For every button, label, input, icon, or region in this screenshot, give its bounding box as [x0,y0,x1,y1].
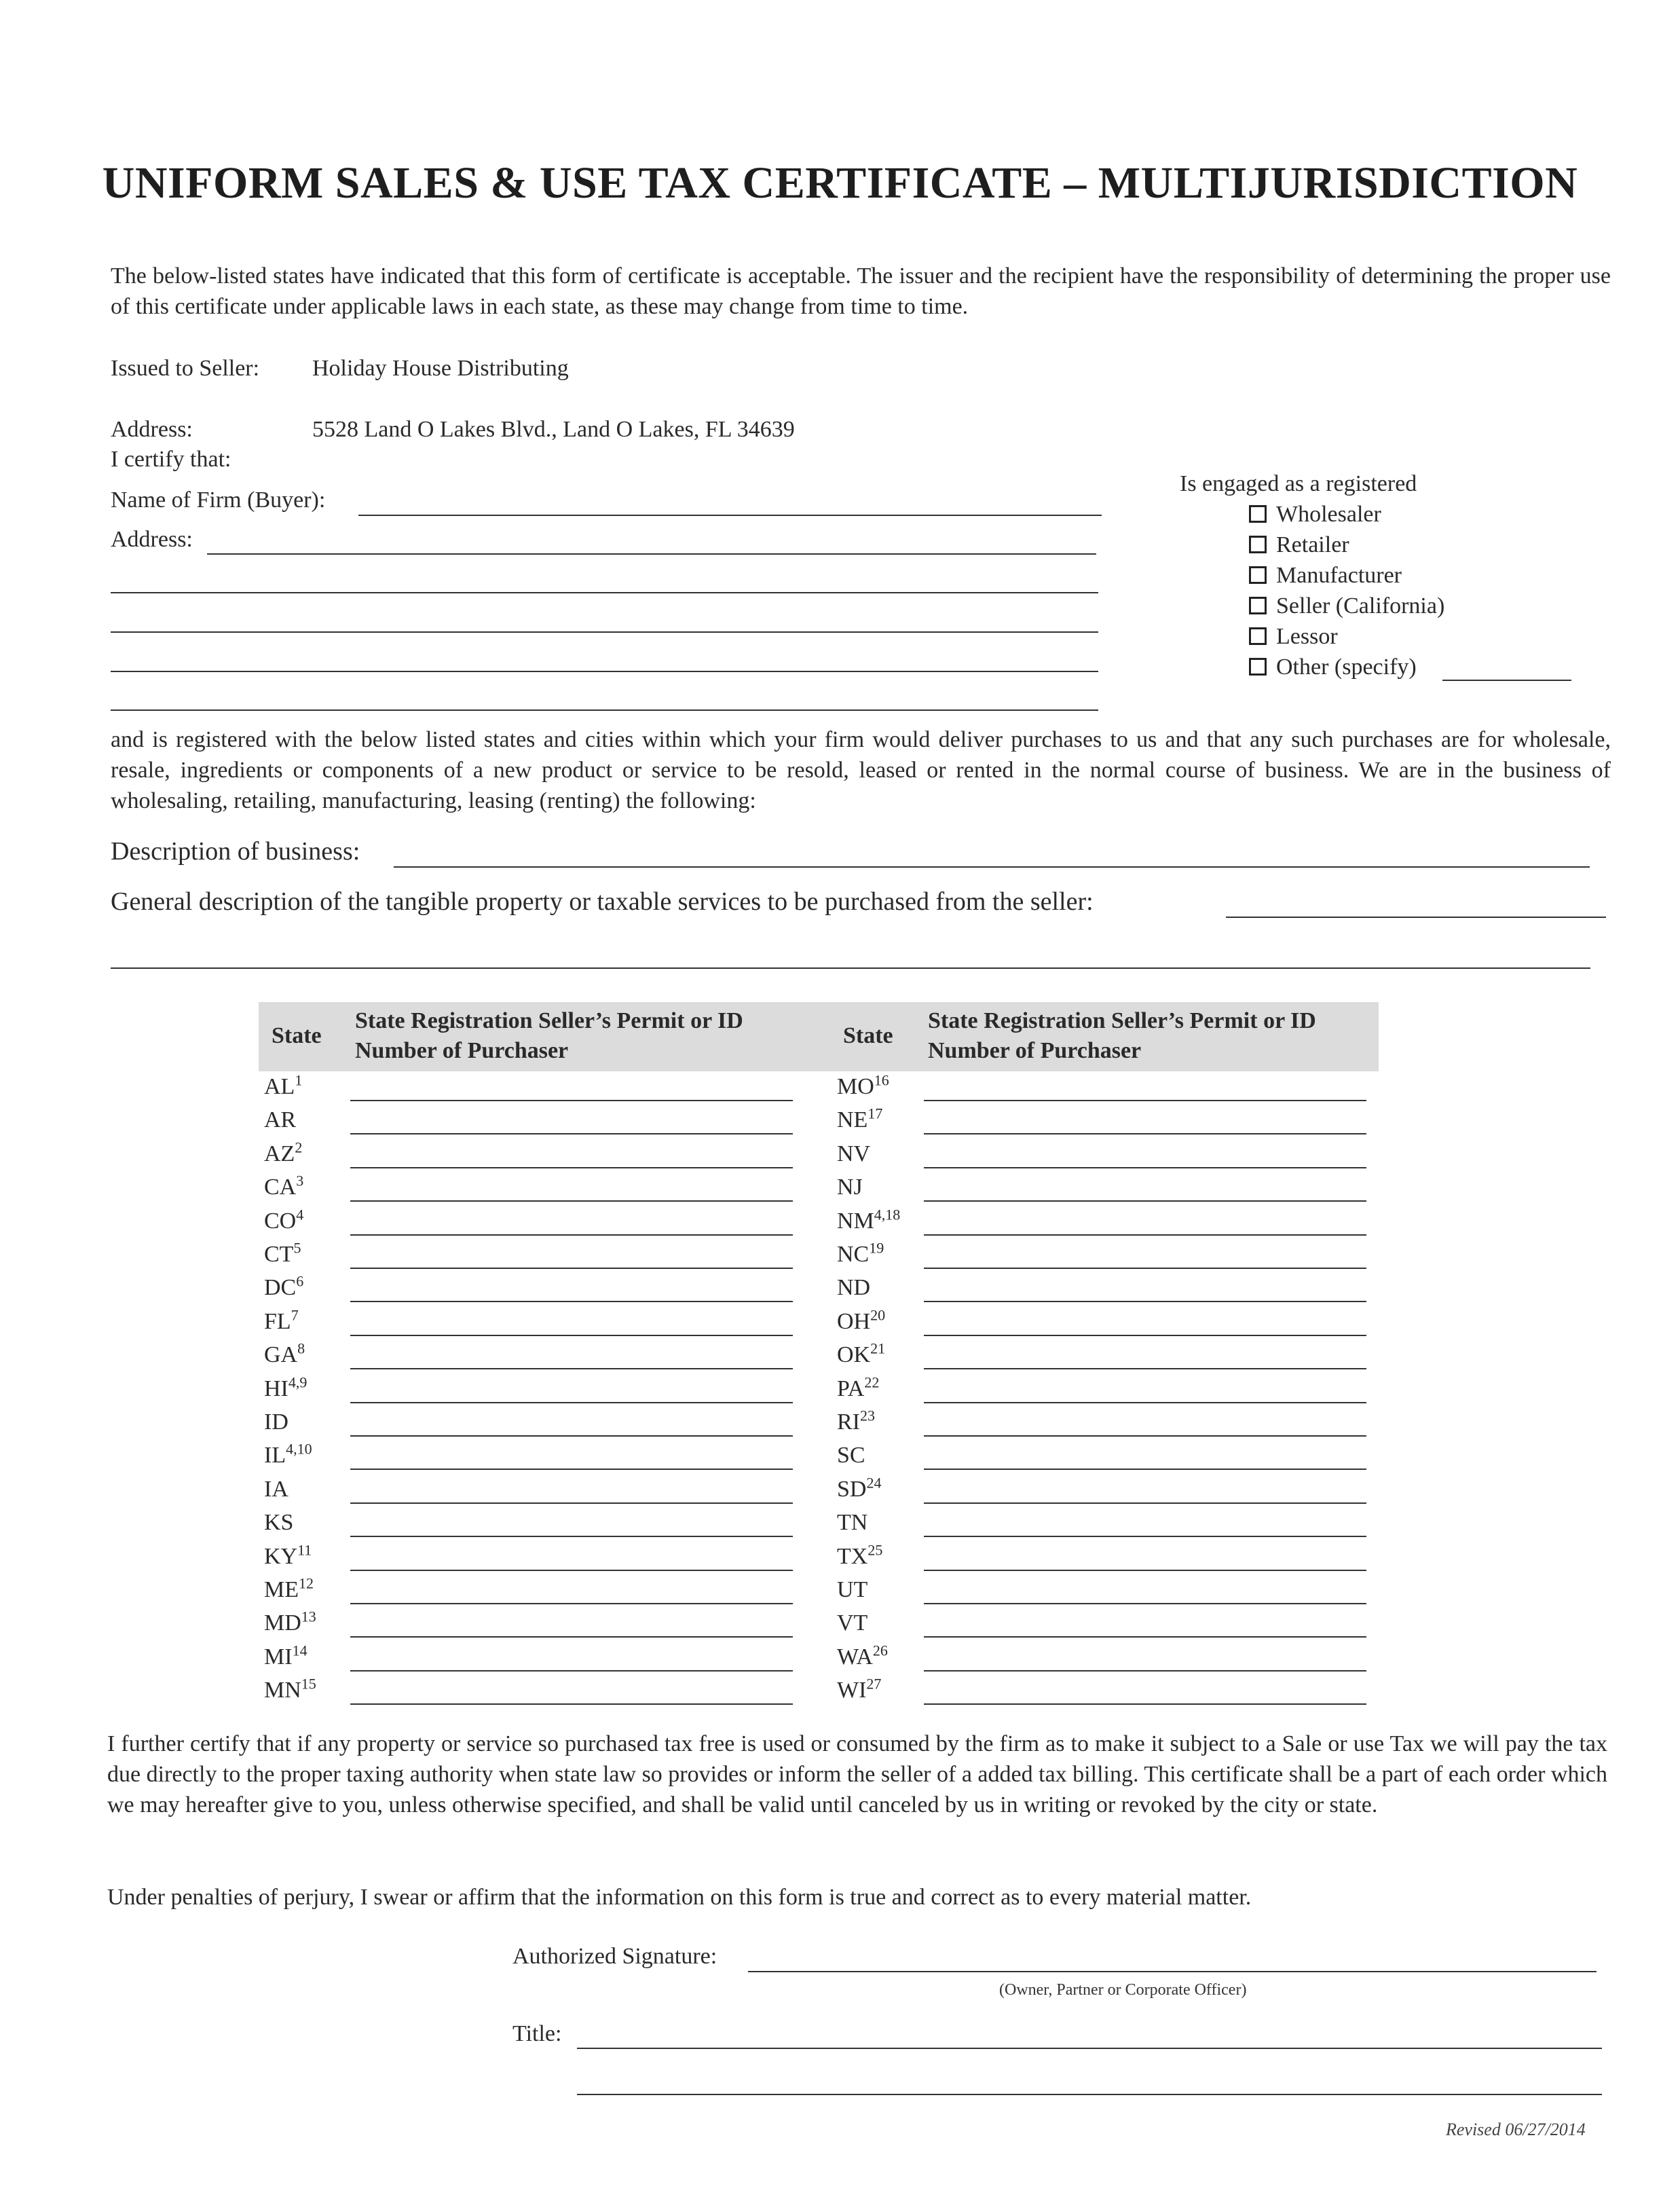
state-code-text: NC [837,1242,870,1267]
state-id-input-il[interactable] [350,1469,793,1470]
state-id-input-ky[interactable] [350,1570,793,1571]
state-code-ga [264,1342,305,1368]
state-id-input-dc[interactable] [350,1301,793,1302]
state-code-text: MI [264,1644,293,1669]
state-id-input-ca[interactable] [350,1200,793,1202]
buyer-address-input-5[interactable] [111,709,1098,711]
state-code-text: UT [837,1577,868,1602]
state-id-input-sd[interactable] [924,1502,1366,1504]
state-code-ok [837,1342,885,1368]
title-input-1[interactable] [577,2048,1602,2049]
state-id-input-fl[interactable] [350,1335,793,1336]
state-id-input-ct[interactable] [350,1268,793,1269]
option-manufacturer[interactable] [1249,563,1402,589]
reg-header-right-1: State Registration Seller’s Permit or ID [928,1008,1316,1033]
state-footnote: 23 [860,1407,875,1424]
state-code-text: HI [264,1376,288,1401]
option-seller-california[interactable] [1249,593,1444,619]
signature-input[interactable] [748,1971,1597,1972]
option-other[interactable] [1249,654,1417,680]
engaged-heading: Is engaged as a registered [1180,471,1417,496]
option-retailer-label: Retailer [1276,532,1349,557]
state-code-ne [837,1107,882,1133]
state-id-input-nd[interactable] [924,1301,1366,1302]
reg-header-right-2: Number of Purchaser [928,1038,1142,1063]
state-footnote: 7 [291,1306,299,1324]
state-code-text: MN [264,1678,301,1703]
state-code-text: GA [264,1342,298,1367]
state-code-pa [837,1373,880,1402]
state-footnote: 19 [869,1239,884,1257]
state-code-text: DC [264,1275,297,1300]
state-code-text: ME [264,1577,299,1602]
state-code-text: PA [837,1376,865,1401]
state-code-ct [264,1239,301,1268]
state-code-mn [264,1675,316,1703]
state-id-input-hi[interactable] [350,1402,793,1403]
state-code-text: NV [837,1141,871,1166]
state-code-text: TN [837,1510,868,1535]
reg-header-left-1: State Registration Seller’s Permit or ID [355,1008,743,1033]
seller-name: Holiday House Distributing [312,356,569,381]
description-label: Description of business: [111,837,360,866]
state-code-sd [837,1474,882,1502]
seller-address: 5528 Land O Lakes Blvd., Land O Lakes, FL 34639 [312,417,795,442]
state-footnote: 17 [867,1105,883,1122]
state-code-nv [837,1141,870,1167]
state-id-input-ri[interactable] [924,1435,1366,1437]
state-id-input-az[interactable] [350,1167,793,1168]
state-id-input-ne[interactable] [924,1133,1366,1134]
state-footnote: 4 [296,1206,304,1223]
option-wholesaler[interactable] [1249,502,1381,528]
state-footnote: 4,10 [286,1440,312,1458]
description-input[interactable] [394,866,1590,868]
registered-paragraph: and is registered with the below listed states and cities within which your firm would deliver purchases to us and that any such purchases are for wholesale, resale, ingredients or components of a new product or service to be resold, leased or rented in the normal course of business. We are in the business of wholesaling, retailing, manufacturing, leasing (renting) the following: [111,727,1611,813]
state-code-text: FL [264,1309,291,1334]
state-code-text: ND [837,1275,871,1300]
buyer-address-input-2[interactable] [111,592,1098,593]
state-code-md [264,1610,316,1636]
state-code-text: SC [837,1443,865,1468]
state-header-right: State [843,1023,893,1048]
state-code-mo [837,1071,889,1100]
general-description-input-1[interactable] [1226,917,1606,918]
buyer-address-label: Address: [111,527,193,552]
state-code-text: CO [264,1208,297,1234]
state-code-text: IA [264,1477,288,1502]
title-input-2[interactable] [577,2094,1602,2095]
state-id-input-md[interactable] [350,1636,793,1638]
option-lessor-label: Lessor [1276,624,1338,649]
seller-address-label: Address: [111,417,193,442]
title-label: Title: [512,2021,562,2046]
state-id-input-oh[interactable] [924,1335,1366,1336]
state-code-nj [837,1175,863,1200]
state-footnote: 12 [299,1574,314,1592]
state-code-me [264,1574,314,1603]
checkbox-lessor[interactable] [1249,627,1267,645]
state-code-nm [837,1208,900,1234]
state-id-input-nj[interactable] [924,1200,1366,1202]
buyer-address-input-4[interactable] [111,671,1098,672]
state-footnote: 11 [297,1541,312,1559]
state-footnote: 13 [301,1608,316,1625]
state-id-input-tn[interactable] [924,1536,1366,1537]
state-code-id [264,1409,288,1435]
issued-to-seller-label: Issued to Seller: [111,356,260,381]
state-code-co [264,1208,303,1234]
state-footnote: 27 [866,1675,882,1693]
state-footnote: 16 [874,1071,889,1089]
buyer-address-input-1[interactable] [207,553,1096,555]
state-id-input-ar[interactable] [350,1133,793,1134]
state-id-input-nc[interactable] [924,1268,1366,1269]
state-id-input-id[interactable] [350,1435,793,1437]
state-id-input-wa[interactable] [924,1670,1366,1672]
state-code-text: OH [837,1309,871,1334]
state-code-text: TX [837,1544,868,1569]
state-code-al [264,1071,303,1100]
state-code-hi [264,1373,307,1402]
buyer-firm-input[interactable] [358,515,1102,516]
state-id-input-ut[interactable] [924,1603,1366,1604]
signature-note: (Owner, Partner or Corporate Officer) [999,1981,1247,1999]
state-code-text: AR [264,1107,297,1132]
state-header-left: State [272,1023,322,1048]
state-code-ri [837,1409,875,1435]
state-code-il [264,1440,312,1469]
state-id-input-al[interactable] [350,1100,793,1101]
checkbox-seller-california[interactable] [1249,597,1267,614]
state-id-input-sc[interactable] [924,1469,1366,1470]
state-id-input-ga[interactable] [350,1368,793,1369]
state-footnote: 5 [293,1239,301,1257]
state-footnote: 24 [866,1474,882,1492]
option-wholesaler-label: Wholesaler [1276,502,1381,527]
state-footnote: 1 [295,1071,303,1089]
state-code-text: MO [837,1074,874,1099]
state-footnote: 4,18 [874,1206,901,1223]
checkbox-other[interactable] [1249,658,1267,676]
state-id-input-mn[interactable] [350,1703,793,1705]
checkbox-retailer[interactable] [1249,536,1267,553]
state-id-input-ok[interactable] [924,1368,1366,1369]
state-id-input-ia[interactable] [350,1502,793,1504]
state-code-ut [837,1577,867,1603]
state-footnote: 6 [296,1272,304,1290]
state-code-text: CA [264,1175,297,1200]
state-id-input-nv[interactable] [924,1167,1366,1168]
buyer-firm-label: Name of Firm (Buyer): [111,487,326,513]
state-footnote: 21 [870,1340,886,1357]
state-code-wi [837,1675,882,1703]
state-id-input-mo[interactable] [924,1100,1366,1101]
state-code-ky [264,1541,312,1570]
option-manufacturer-label: Manufacturer [1276,563,1402,588]
state-code-tn [837,1510,867,1536]
state-code-text: NE [837,1107,868,1132]
further-certify-paragraph: I further certify that if any property or service so purchased tax free is used or consumed by the firm as to make it subject to a Sale or use Tax we will pay the tax due directly to the proper taxing authority when state law so provides or inform the seller of a added tax billing. This certificate shall be a part of each order which we may hereafter give to you, unless otherwise specified, and shall be valid until canceled by us in writing or revoked by the city or state. [107,1731,1607,1817]
checkbox-manufacturer[interactable] [1249,566,1267,584]
general-description-label: General description of the tangible property or taxable services to be purchased from the seller: [111,887,1094,916]
state-footnote: 26 [872,1642,888,1659]
state-id-input-nm[interactable] [924,1234,1366,1236]
state-code-fl [264,1306,299,1335]
option-seller-california-label: Seller (California) [1276,593,1445,619]
buyer-address-input-3[interactable] [111,631,1098,633]
state-code-text: ID [264,1409,288,1435]
state-code-vt [837,1610,867,1636]
state-code-tx [837,1541,883,1570]
state-id-input-pa[interactable] [924,1402,1366,1403]
state-code-nc [837,1239,884,1268]
state-id-input-wi[interactable] [924,1703,1366,1705]
state-id-input-tx[interactable] [924,1570,1366,1571]
option-lessor[interactable] [1249,624,1338,650]
state-footnote: 2 [295,1139,303,1156]
reg-header-left-2: Number of Purchaser [355,1038,569,1063]
state-footnote: 3 [296,1172,304,1189]
state-code-text: WI [837,1678,867,1703]
perjury-statement: Under penalties of perjury, I swear or affirm that the information on this form is true and correct as to every material matter. [107,1885,1252,1910]
state-code-text: WA [837,1644,873,1669]
state-footnote: 25 [867,1541,883,1559]
state-code-text: MD [264,1610,301,1636]
state-code-wa [837,1644,888,1670]
signature-label: Authorized Signature: [512,1944,717,1969]
state-footnote: 22 [864,1373,880,1391]
state-code-text: SD [837,1477,867,1502]
checkbox-wholesaler[interactable] [1249,505,1267,523]
state-code-ks [264,1510,293,1536]
state-code-ca [264,1172,304,1200]
state-code-text: RI [837,1409,860,1435]
state-code-text: AZ [264,1141,295,1166]
state-code-text: OK [837,1342,871,1367]
form-title: UNIFORM SALES & USE TAX CERTIFICATE – MULTIJURISDICTION [102,158,1578,208]
state-id-input-me[interactable] [350,1603,793,1604]
state-code-ia [264,1477,288,1502]
state-code-az [264,1141,302,1167]
state-code-oh [837,1306,886,1335]
state-id-input-co[interactable] [350,1234,793,1236]
state-code-text: CT [264,1242,294,1267]
option-other-label: Other (specify) [1276,654,1417,680]
state-code-mi [264,1644,307,1670]
state-code-ar [264,1107,296,1133]
state-id-input-ks[interactable] [350,1536,793,1537]
state-code-text: AL [264,1074,295,1099]
state-code-text: NM [837,1208,874,1234]
general-description-input-2[interactable] [111,967,1590,969]
state-footnote: 14 [292,1642,307,1659]
other-specify-input[interactable] [1442,680,1571,681]
state-footnote: 8 [297,1340,305,1357]
state-code-text: VT [837,1610,868,1636]
state-code-dc [264,1272,304,1301]
state-id-input-mi[interactable] [350,1670,793,1672]
state-code-text: KS [264,1510,294,1535]
state-id-input-vt[interactable] [924,1636,1366,1638]
option-retailer[interactable] [1249,532,1349,558]
state-code-sc [837,1443,865,1469]
state-footnote: 20 [870,1306,886,1324]
state-code-nd [837,1275,870,1301]
state-code-text: KY [264,1544,298,1569]
state-code-text: NJ [837,1175,863,1200]
certify-label: I certify that: [111,447,231,472]
state-footnote: 15 [301,1675,316,1693]
state-footnote: 4,9 [288,1373,307,1391]
state-code-text: IL [264,1443,286,1468]
intro-paragraph: The below-listed states have indicated that this form of certificate is acceptable. The issuer and the recipient have the responsibility of determining the proper use of this certificate under applicable laws in each state, as these may change from time to time. [111,263,1611,319]
revised-date: Revised 06/27/2014 [1446,2120,1586,2139]
